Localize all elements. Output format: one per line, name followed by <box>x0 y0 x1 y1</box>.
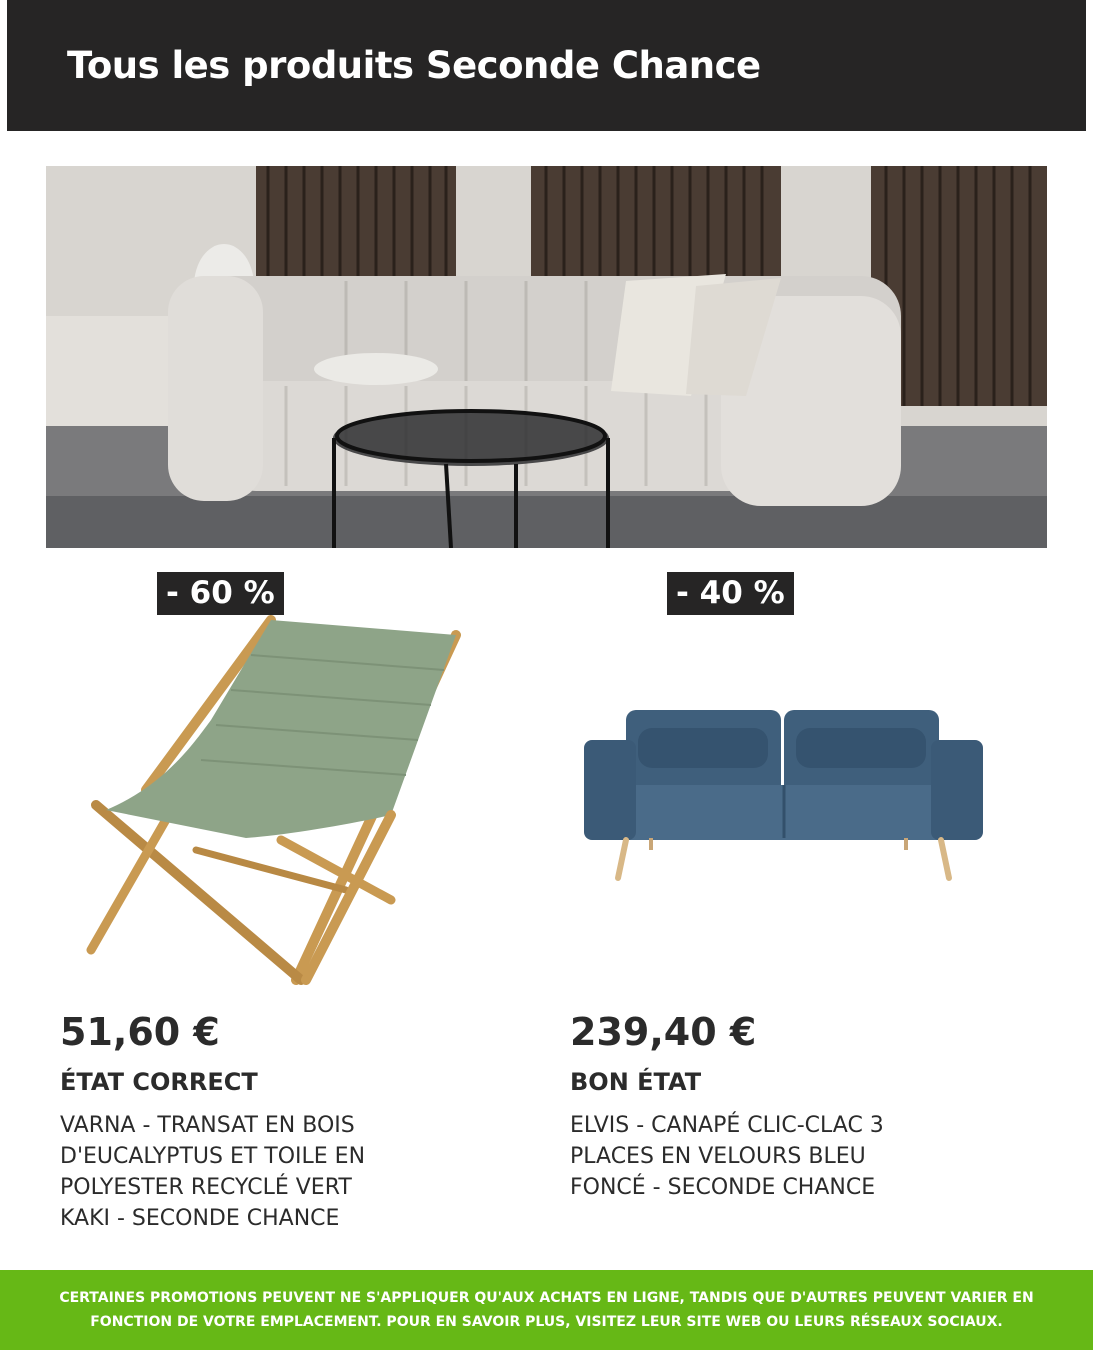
discount-badge: - 60 % <box>157 572 284 615</box>
discount-badge: - 40 % <box>667 572 794 615</box>
promo-disclaimer-banner <box>0 1270 1093 1350</box>
deck-chair-image[interactable] <box>46 610 516 990</box>
sofa-icon <box>556 610 1026 990</box>
product-condition: ÉTAT CORRECT <box>60 1068 258 1096</box>
product-price: 51,60 € <box>60 1010 220 1054</box>
product-price: 239,40 € <box>570 1010 757 1054</box>
living-room-sofa-image <box>46 166 1047 548</box>
page-title: Tous les produits Seconde Chance <box>67 44 761 87</box>
page-header <box>7 0 1086 131</box>
disclaimer-text: CERTAINES PROMOTIONS PEUVENT NE S'APPLIQUER QU'AUX ACHATS EN LIGNE, TANDIS QUE D'AUTRES PEUVENT VARIER EN FONCTION DE VOTRE EMPLACEMENT. POUR EN SAVOIR PLUS, VISITEZ LEUR SITE WEB OU LEURS RÉSEAUX SOCIAUX. <box>59 1290 1034 1330</box>
product-condition: BON ÉTAT <box>570 1068 702 1096</box>
product-description[interactable]: ELVIS - CANAPÉ CLIC-CLAC 3 PLACES EN VELOURS BLEU FONCÉ - SECONDE CHANCE <box>570 1113 884 1200</box>
product-description[interactable]: VARNA - TRANSAT EN BOIS D'EUCALYPTUS ET TOILE EN POLYESTER RECYCLÉ VERT KAKI - SECONDE CHANCE <box>60 1113 366 1231</box>
deck-chair-icon <box>46 610 516 990</box>
hero-banner-image[interactable] <box>46 166 1047 548</box>
sofa-image[interactable] <box>556 610 1026 990</box>
